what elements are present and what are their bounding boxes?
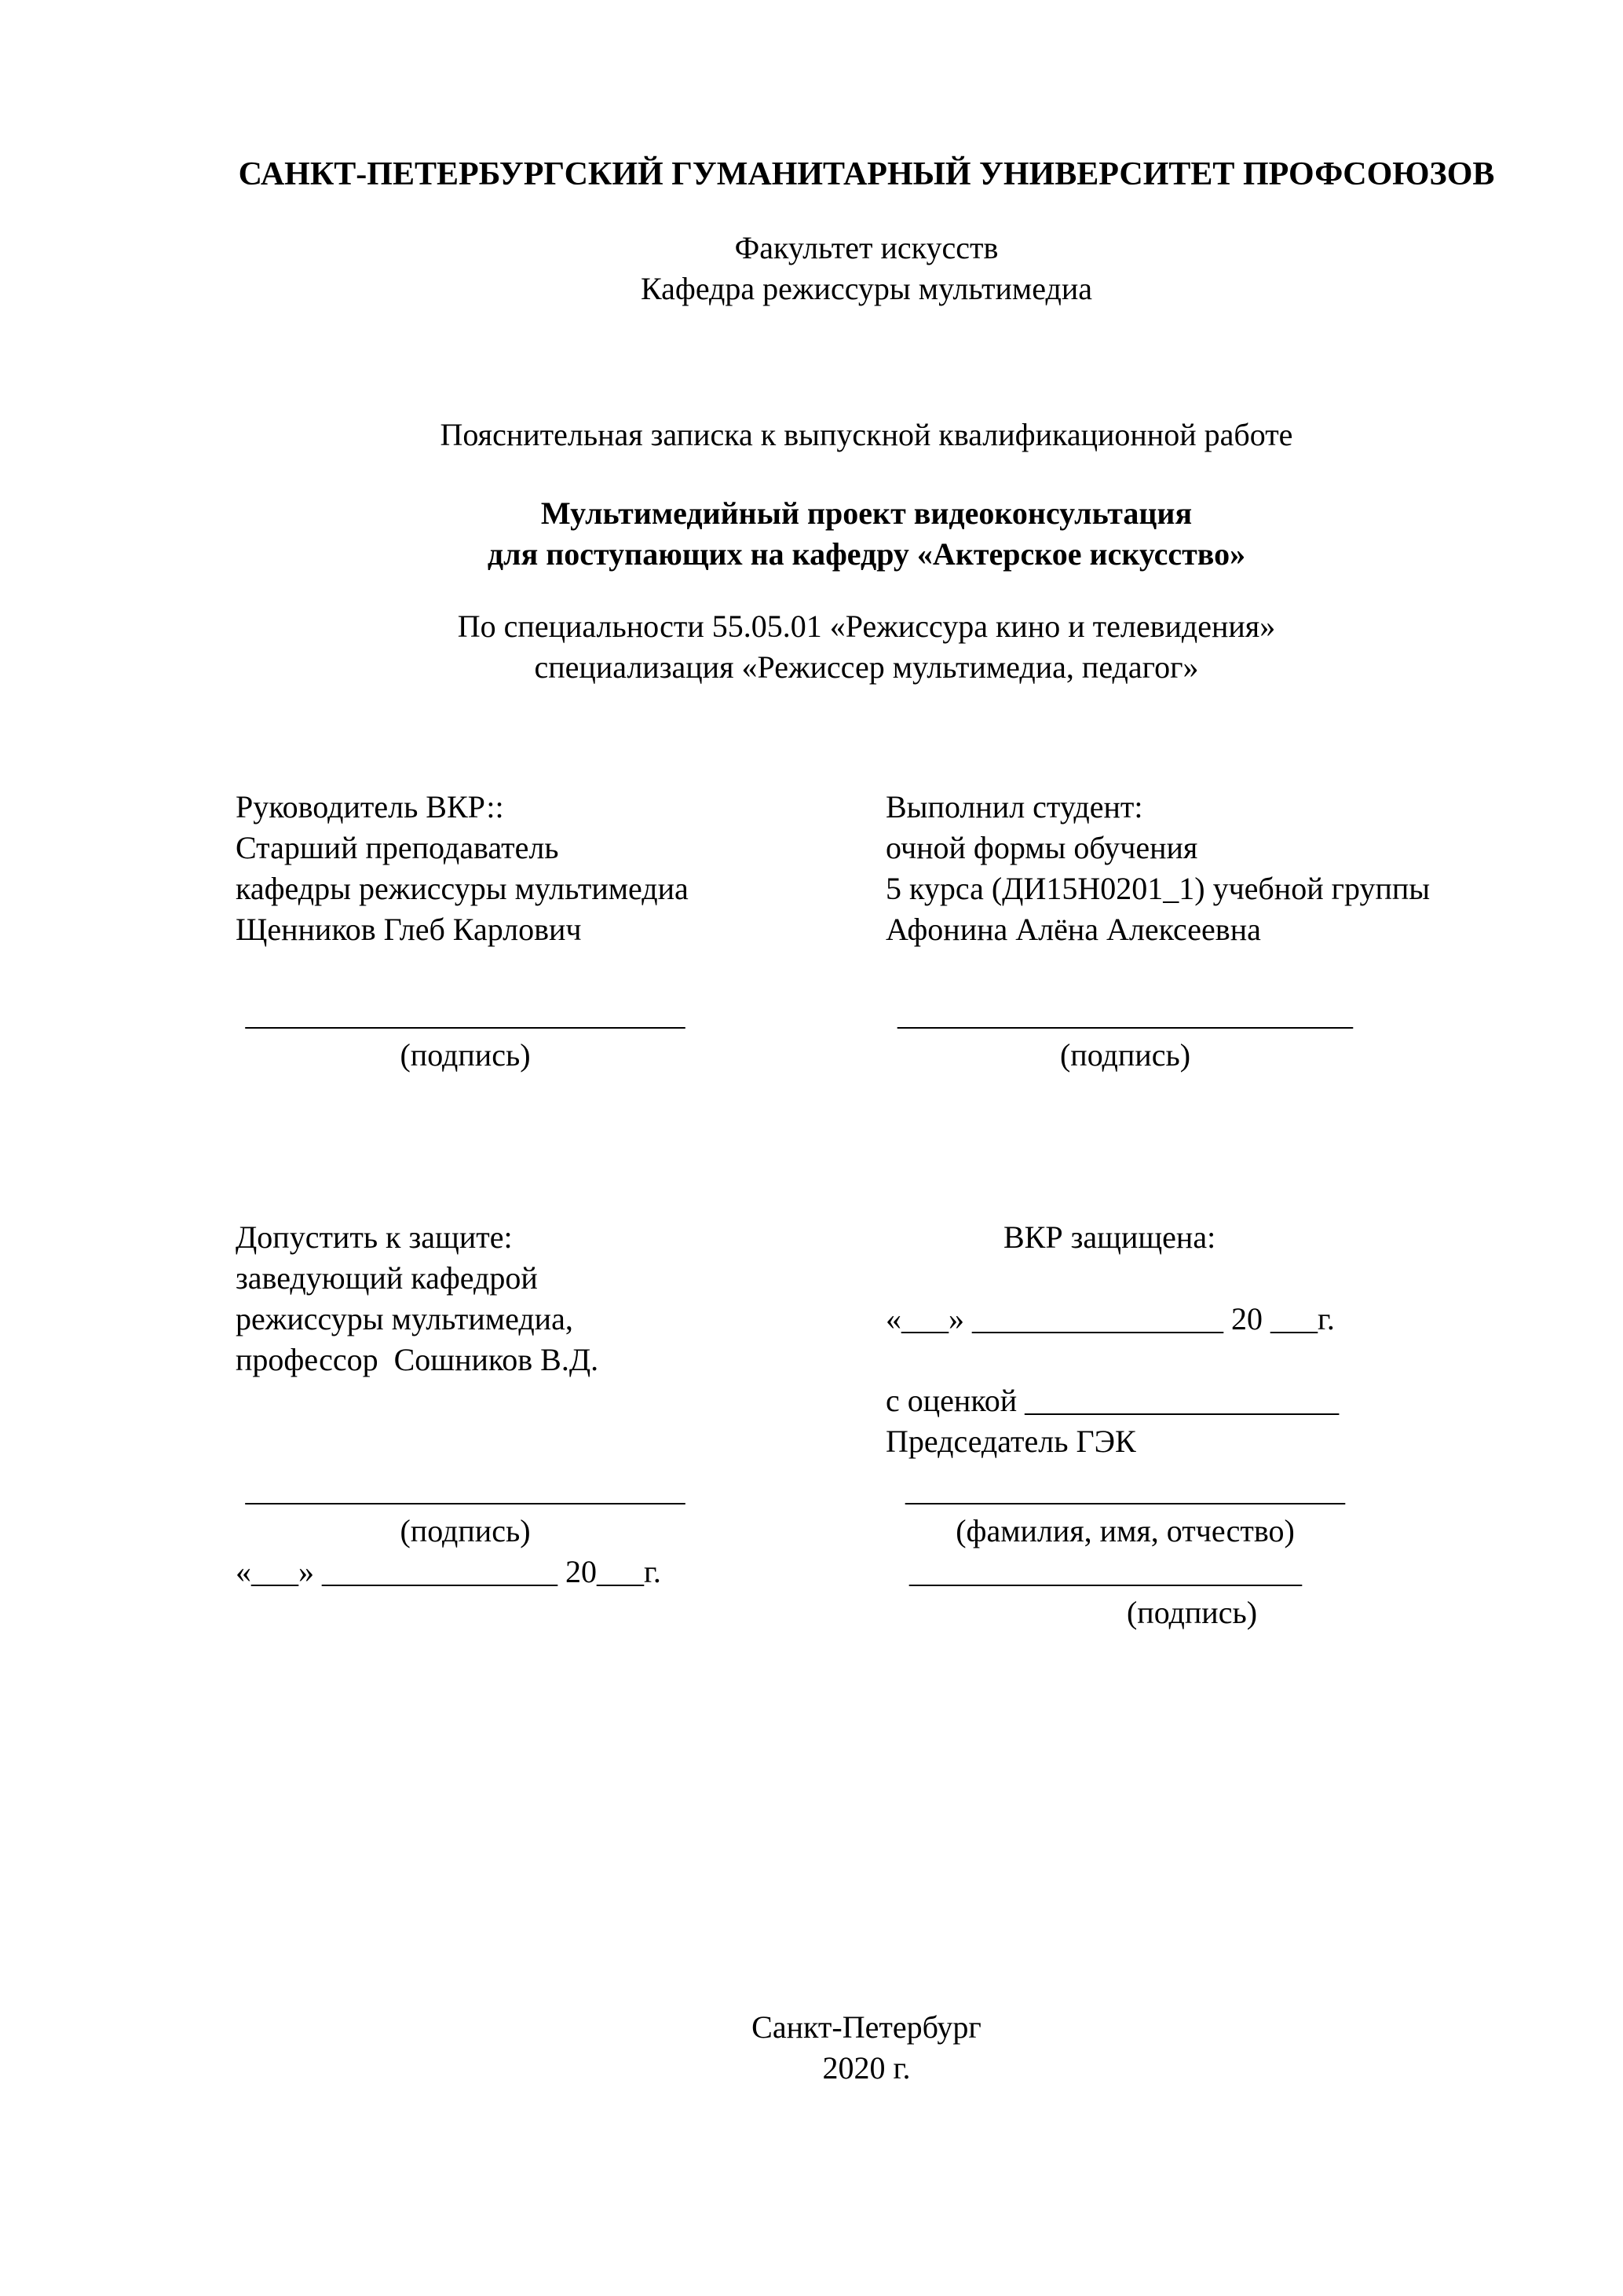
supervisor-position-line2: кафедры режиссуры мультимедиа bbox=[236, 871, 689, 906]
footer bbox=[236, 2007, 1497, 2089]
defense-grade-line: с оценкой ____________________ bbox=[886, 1383, 1340, 1418]
supervisor-block bbox=[236, 787, 886, 950]
admission-line1: Допустить к защите: bbox=[236, 1219, 513, 1255]
student-signature-line: _____________________________ bbox=[897, 996, 1353, 1032]
chairman-name-caption: (фамилия, имя, отчество) bbox=[956, 1513, 1295, 1548]
admission-signature-line: ____________________________ bbox=[245, 1472, 685, 1508]
admission-block bbox=[236, 1217, 886, 1380]
student-label: Выполнил студент: bbox=[886, 789, 1143, 824]
student-name: Афонина Алёна Алексеевна bbox=[886, 912, 1261, 947]
year: 2020 г. bbox=[822, 2050, 911, 2086]
chairman-signature-line: ____________________________ bbox=[905, 1472, 1345, 1508]
city: Санкт-Петербург bbox=[751, 2009, 981, 2045]
student-block bbox=[886, 787, 1497, 950]
people-row bbox=[236, 787, 1497, 950]
admission-line2: заведующий кафедрой bbox=[236, 1260, 538, 1296]
supervisor-name: Щенников Глеб Карлович bbox=[236, 912, 582, 947]
student-signature-caption: (подпись) bbox=[1059, 1037, 1191, 1073]
student-signature-block bbox=[886, 994, 1365, 1076]
supervisor-label: Руководитель ВКР:: bbox=[236, 789, 504, 824]
project-title-line1: Мультимедийный проект видеоконсультация bbox=[540, 495, 1193, 531]
signature-row bbox=[236, 994, 1497, 1076]
chairman-signature-col bbox=[886, 1470, 1497, 1633]
project-title bbox=[236, 493, 1497, 575]
chairman-signature-block bbox=[886, 1470, 1365, 1552]
supervisor-signature-block bbox=[236, 994, 695, 1076]
faculty-name: Факультет искусств bbox=[734, 230, 999, 265]
defense-label: ВКР защищена: bbox=[1003, 1219, 1216, 1255]
specialization-line: специализация «Режиссер мультимедиа, педагог» bbox=[534, 649, 1199, 685]
admission-signature-col bbox=[236, 1470, 886, 1592]
supervisor-signature-col bbox=[236, 994, 886, 1076]
specialty-line: По специальности 55.05.01 «Режиссура кино и телевидения» bbox=[457, 609, 1276, 644]
admission-date-line: «___» _______________ 20___г. bbox=[236, 1554, 661, 1589]
project-title-line2: для поступающих на кафедру «Актерское искусство» bbox=[487, 536, 1246, 572]
admission-signature-block bbox=[236, 1470, 695, 1552]
supervisor-position-line1: Старший преподаватель bbox=[236, 830, 559, 865]
note-type-line: Пояснительная записка к выпускной квалификационной работе bbox=[440, 417, 1293, 452]
defense-block bbox=[886, 1217, 1497, 1462]
student-signature-col bbox=[886, 994, 1497, 1076]
admission-signature-caption: (подпись) bbox=[400, 1513, 531, 1548]
student-group: 5 курса (ДИ15Н0201_1) учебной группы bbox=[886, 871, 1431, 906]
admission-row bbox=[236, 1217, 1497, 1462]
defense-chairman-label: Председатель ГЭК bbox=[886, 1424, 1136, 1459]
chairman-name-line: _________________________ bbox=[909, 1554, 1302, 1589]
faculty-block bbox=[236, 228, 1497, 309]
chairman-signature-caption: (подпись) bbox=[1126, 1595, 1258, 1630]
admission-line3: режиссуры мультимедиа, bbox=[236, 1301, 573, 1336]
university-name: САНКТ-ПЕТЕРБУРГСКИЙ ГУМАНИТАРНЫЙ УНИВЕРСИТЕТ ПРОФСОЮЗОВ bbox=[238, 156, 1495, 192]
department-name: Кафедра режиссуры мультимедиа bbox=[641, 271, 1092, 306]
defense-date-line: «___» ________________ 20 ___г. bbox=[886, 1301, 1335, 1336]
specialty-block bbox=[236, 606, 1497, 688]
supervisor-signature-caption: (подпись) bbox=[400, 1037, 531, 1073]
bottom-signature-row bbox=[236, 1470, 1497, 1633]
student-study-form: очной формы обучения bbox=[886, 830, 1198, 865]
admission-line4: профессор Сошников В.Д. bbox=[236, 1342, 599, 1377]
supervisor-signature-line: ____________________________ bbox=[245, 996, 685, 1032]
